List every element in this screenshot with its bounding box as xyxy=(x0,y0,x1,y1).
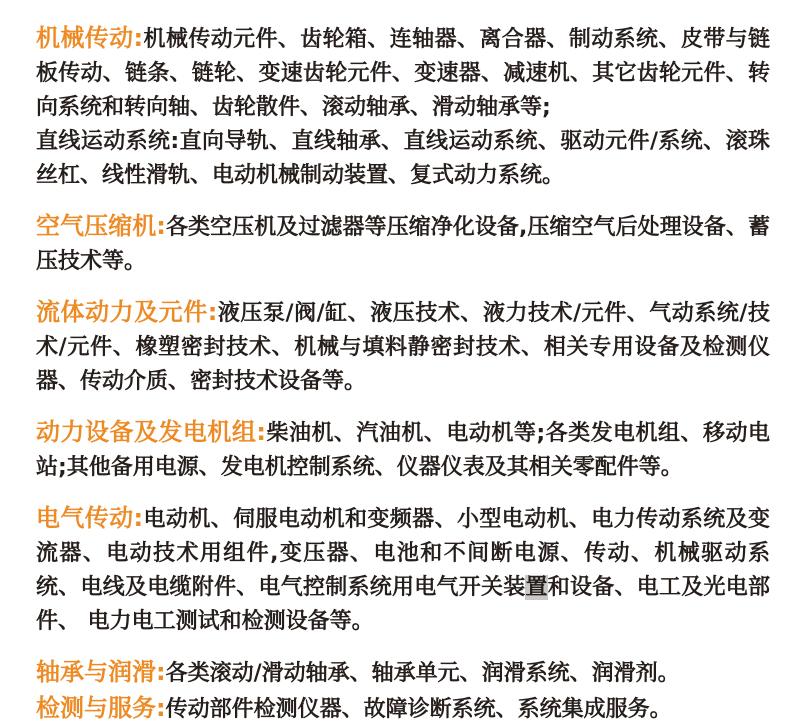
category-heading: 轴承与润滑: xyxy=(36,658,166,686)
category-heading: 检测与服务: xyxy=(36,694,166,722)
category-paragraph xyxy=(36,415,770,485)
category-body-post: 和设备、电工及光电部件、 电力电工测试和检测设备等。 xyxy=(36,575,770,634)
category-body-pre: 电动机、伺服电动机和变频器、小型电动机、电力传动系统及变流器、电动技术用组件,变压器、电池和不间断电源、传动、机械驱动系统、电线及电缆附件、电气控制系统用电气开关装 xyxy=(36,507,770,600)
category-body: 机械传动元件、齿轮箱、连轴器、离合器、制动系统、皮带与链板传动、链条、链轮、变速齿轮元件、变速器、减速机、其它齿轮元件、转向系统和转向轴、齿轮散件、滚动轴承、滑动轴承等; xyxy=(36,27,770,120)
category-paragraph xyxy=(36,209,770,279)
subcategory-body: 直向导轨、直线轴承、直线运动系统、驱动元件/系统、滚珠丝杠、线性滑轨、电动机械制动装置、复式动力系统。 xyxy=(36,129,770,188)
category-body: 柴油机、汽油机、电动机等;各类发电机组、移动电站;其他备用电源、发电机控制系统、仪器仪表及其相关零配件等。 xyxy=(36,421,770,480)
category-heading: 流体动力及元件: xyxy=(36,298,218,326)
category-heading: 机械传动: xyxy=(36,24,144,52)
highlighted-character: 置 xyxy=(525,575,548,600)
subcategory-heading: 直线运动系统: xyxy=(36,129,180,154)
category-paragraph xyxy=(36,691,770,727)
section-testing-services xyxy=(36,691,770,727)
category-body: 各类空压机及过滤器等压缩净化设备,压缩空气后处理设备、蓄压技术等。 xyxy=(36,215,770,274)
subcategory-paragraph xyxy=(36,125,770,193)
section-bearings-lubrication xyxy=(36,655,770,691)
category-paragraph xyxy=(36,655,770,691)
category-heading: 电气传动: xyxy=(36,504,144,532)
section-mechanical-transmission xyxy=(36,21,770,193)
section-electrical-transmission xyxy=(36,501,770,639)
category-body: 传动部件检测仪器、故障诊断系统、系统集成服务。 xyxy=(165,697,672,722)
category-heading: 空气压缩机: xyxy=(36,212,166,240)
section-fluid-power-components xyxy=(36,295,770,399)
category-paragraph xyxy=(36,21,770,125)
section-power-equipment-generators xyxy=(36,415,770,485)
category-paragraph xyxy=(36,501,770,639)
category-paragraph xyxy=(36,295,770,399)
category-body: 各类滚动/滑动轴承、轴承单元、润滑系统、润滑剂。 xyxy=(165,661,680,686)
section-air-compressor xyxy=(36,209,770,279)
category-body: 液压泵/阀/缸、液压技术、液力技术/元件、气动系统/技术/元件、橡塑密封技术、机械与填料静密封技术、相关专用设备及检测仪器、传动介质、密封技术设备等。 xyxy=(36,301,770,394)
category-heading: 动力设备及发电机组: xyxy=(36,418,266,446)
